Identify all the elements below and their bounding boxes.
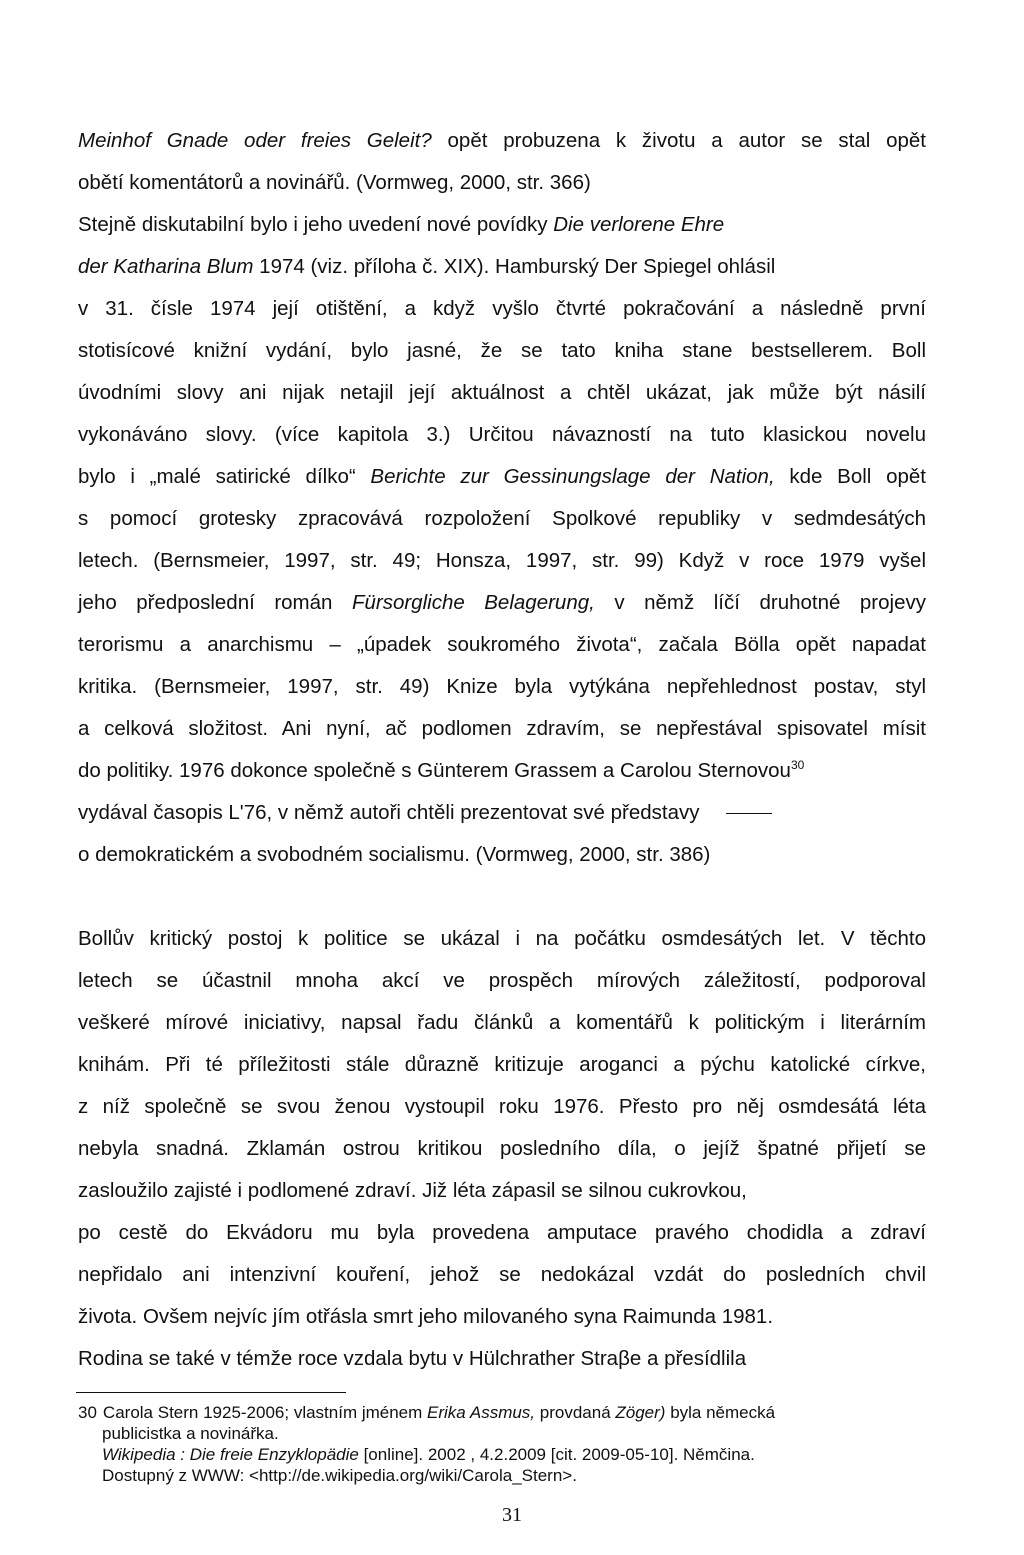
text-span: bylo i „malé satirické dílko“ — [78, 465, 371, 488]
text-line: s pomocí grotesky zpracovává rozpoložení Spolkové republiky v sedmdesátých — [78, 507, 926, 530]
text-span: Stejně diskutabilní bylo i jeho uvedení nové povídky — [78, 213, 554, 236]
footnote-line: publicistka a novinářka. — [102, 1424, 279, 1443]
text-line — [78, 254, 926, 280]
text-line: Rodina se také v témže roce vzdala bytu v Hülchrather Straβe a přesídlila — [78, 1347, 747, 1370]
book-title: Fürsorgliche Belagerung, — [351, 591, 595, 614]
text-line: zasloužilo zajisté i podlomené zdraví. Již léta zápasil se silnou cukrovkou, — [78, 1179, 747, 1202]
text-line: knihám. Při té příležitosti stále důrazně kritizuje aroganci a pýchu katolické církve, — [78, 1053, 926, 1076]
text-line: nepřidalo ani intenzivní kouření, jehož se nedokázal vzdát do posledních chvil — [78, 1263, 926, 1286]
text-line: obětí komentátorů a novinářů. (Vormweg, 2000, str. 366) — [78, 171, 591, 194]
text-line: z níž společně se svou ženou vystoupil roku 1976. Přesto pro něj osmdesátá léta — [78, 1095, 926, 1118]
text-line: veškeré mírové iniciativy, napsal řadu článků a komentářů k politickým i literárním — [78, 1011, 926, 1034]
book-title: Berichte zur Gessinungslage der Nation, — [370, 465, 775, 488]
text-span: opět probuzena k životu a autor se stal opět — [431, 129, 926, 152]
name-italic: Erika Assmus, — [427, 1403, 536, 1422]
footnote-number: 30 — [78, 1403, 97, 1422]
text-span: provdaná — [535, 1403, 616, 1422]
source-title: Wikipedia : Die freie Enzyklopädie — [102, 1445, 359, 1464]
text-span: do politiky. 1976 dokonce společně s Günterem Grassem a Carolou Sternovou — [78, 759, 791, 782]
text-line: letech se účastnil mnoha akcí ve prospěch mírových záležitostí, podporoval — [78, 969, 926, 992]
name-italic: Zöger) — [615, 1403, 666, 1422]
footnote-line — [78, 1402, 916, 1423]
footnote-line: Dostupný z WWW: <http://de.wikipedia.org/wiki/Carola_Stern>. — [102, 1466, 577, 1485]
footnote-reference[interactable]: 30 — [790, 758, 805, 773]
text-span: v němž líčí druhotné projevy — [594, 591, 926, 614]
text-line: v 31. čísle 1974 její otištění, a když vyšlo čtvrté pokračování a následně první — [78, 297, 926, 320]
text-span: vydával časopis L'76, v němž autoři chtěli prezentovat své představy — [78, 801, 700, 824]
text-line: po cestě do Ekvádoru mu byla provedena amputace pravého chodidla a zdraví — [78, 1221, 926, 1244]
text-line: a celková složitost. Ani nyní, ač podlomen zdravím, se nepřestával spisovatel mísit — [78, 717, 926, 740]
text-line: nebyla snadná. Zklamán ostrou kritikou posledního díla, o jejíž špatné přijetí se — [78, 1137, 926, 1160]
text-line: kritika. (Bernsmeier, 1997, str. 49) Knize byla vytýkána nepřehlednost postav, styl — [78, 675, 926, 698]
text-span: Carola Stern 1925-2006; vlastním jménem — [102, 1403, 428, 1422]
dash-rule — [726, 813, 772, 814]
text-line: vykonáváno slovy. (více kapitola 3.) Určitou návazností na tuto klasickou novelu — [78, 423, 926, 446]
text-line: života. Ovšem nejvíc jím otřásla smrt jeho milovaného syna Raimunda 1981. — [78, 1305, 774, 1328]
footnote-line — [102, 1444, 912, 1465]
text-line — [78, 212, 926, 238]
text-line — [78, 128, 926, 154]
text-line: terorismu a anarchismu – „úpadek soukromého života“, začala Bölla opět napadat — [78, 633, 926, 656]
book-title: Meinhof Gnade oder freies Geleit? — [78, 129, 432, 152]
text-line — [78, 464, 926, 490]
book-title: der Katharina Blum — [78, 255, 254, 278]
page-number: 31 — [502, 1504, 522, 1526]
footnote-separator — [76, 1392, 346, 1393]
text-line — [78, 590, 926, 616]
text-span: byla německá — [665, 1403, 776, 1422]
text-line — [78, 800, 926, 826]
text-span: 1974 (viz. příloha č. XIX). Hamburský Der Spiegel ohlásil — [253, 255, 776, 278]
text-line: stotisícové knižní vydání, bylo jasné, že se tato kniha stane bestsellerem. Boll — [78, 339, 926, 362]
text-line: úvodními slovy ani nijak netajil její aktuálnost a chtěl ukázat, jak může být násilí — [78, 381, 926, 404]
text-span: kde Boll opět — [774, 465, 926, 488]
text-line: Bollův kritický postoj k politice se ukázal i na počátku osmdesátých let. V těchto — [78, 927, 926, 950]
book-title: Die verlorene Ehre — [553, 213, 725, 236]
text-line: o demokratickém a svobodném socialismu. (Vormweg, 2000, str. 386) — [78, 843, 711, 866]
text-line: letech. (Bernsmeier, 1997, str. 49; Honsza, 1997, str. 99) Když v roce 1979 vyšel — [78, 549, 926, 572]
text-span: jeho předposlední román — [78, 591, 352, 614]
text-line — [78, 758, 926, 784]
text-span: [online]. 2002 , 4.2.2009 [cit. 2009-05-10]. Němčina. — [358, 1445, 755, 1464]
